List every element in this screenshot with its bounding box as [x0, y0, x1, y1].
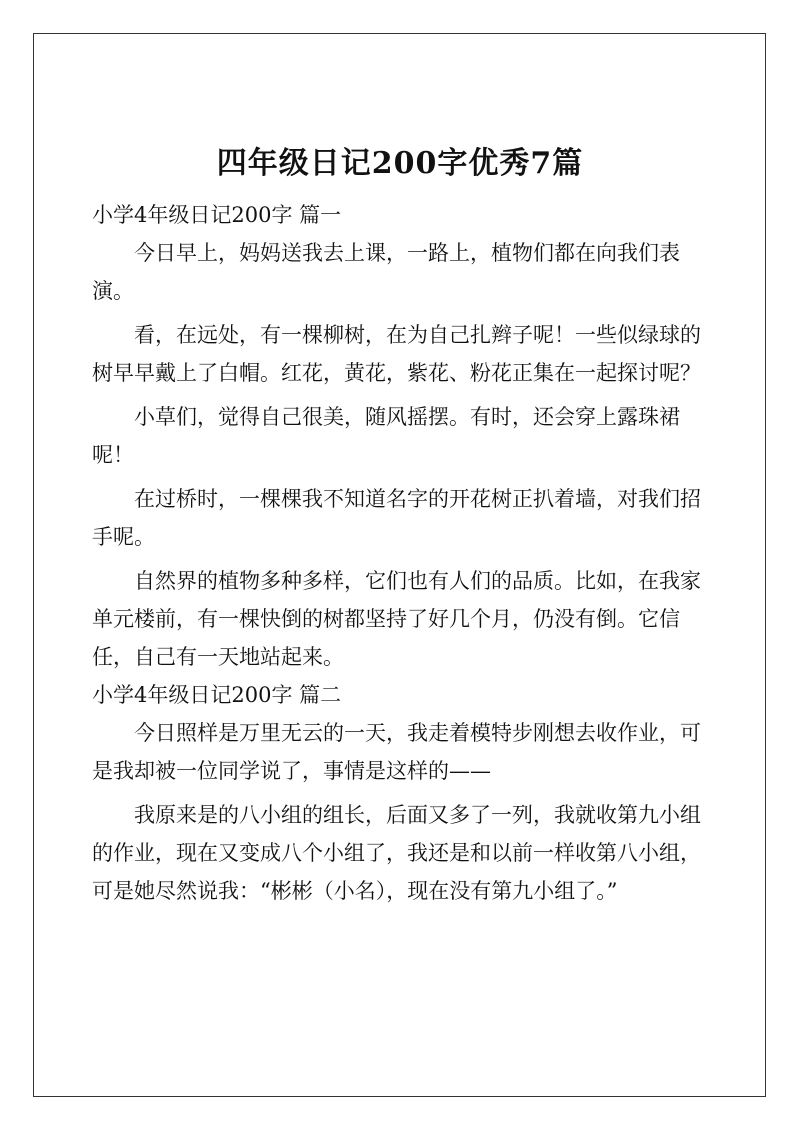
paragraph: 我原来是的八小组的组长，后面又多了一列，我就收第九小组的作业，现在又变成八个小组了，我还是和以前一样收第八小组，可是她尽然说我：“彬彬（小名），现在没有第九小组了。”	[92, 803, 701, 903]
paragraph: 看，在远处，有一棵柳树，在为自己扎辫子呢！一些似绿球的树早早戴上了白帽。红花，黄花，紫花、粉花正集在一起探讨呢？	[92, 323, 701, 385]
paragraph: 自然界的植物多种多样，它们也有人们的品质。比如，在我家单元楼前，有一棵快倒的树都坚持了好几个月，仍没有倒。它信任，自己有一天地站起来。	[92, 569, 701, 669]
paragraph: 小草们，觉得自己很美，随风摇摆。有时，还会穿上露珠裙呢！	[92, 405, 680, 467]
section-heading-1: 小学4年级日记200字 篇一	[92, 203, 342, 227]
section-heading-2: 小学4年级日记200字 篇二	[92, 683, 342, 707]
paragraph: 今日照样是万里无云的一天，我走着模特步刚想去收作业，可是我却被一位同学说了，事情是这样的——	[92, 721, 701, 783]
document-body	[92, 196, 714, 916]
paragraph: 在过桥时，一棵棵我不知道名字的开花树正扒着墙，对我们招手呢。	[92, 487, 701, 549]
paragraph: 今日早上，妈妈送我去上课，一路上，植物们都在向我们表演。	[92, 241, 680, 303]
document-title: 四年级日记200字优秀7篇	[216, 146, 584, 182]
